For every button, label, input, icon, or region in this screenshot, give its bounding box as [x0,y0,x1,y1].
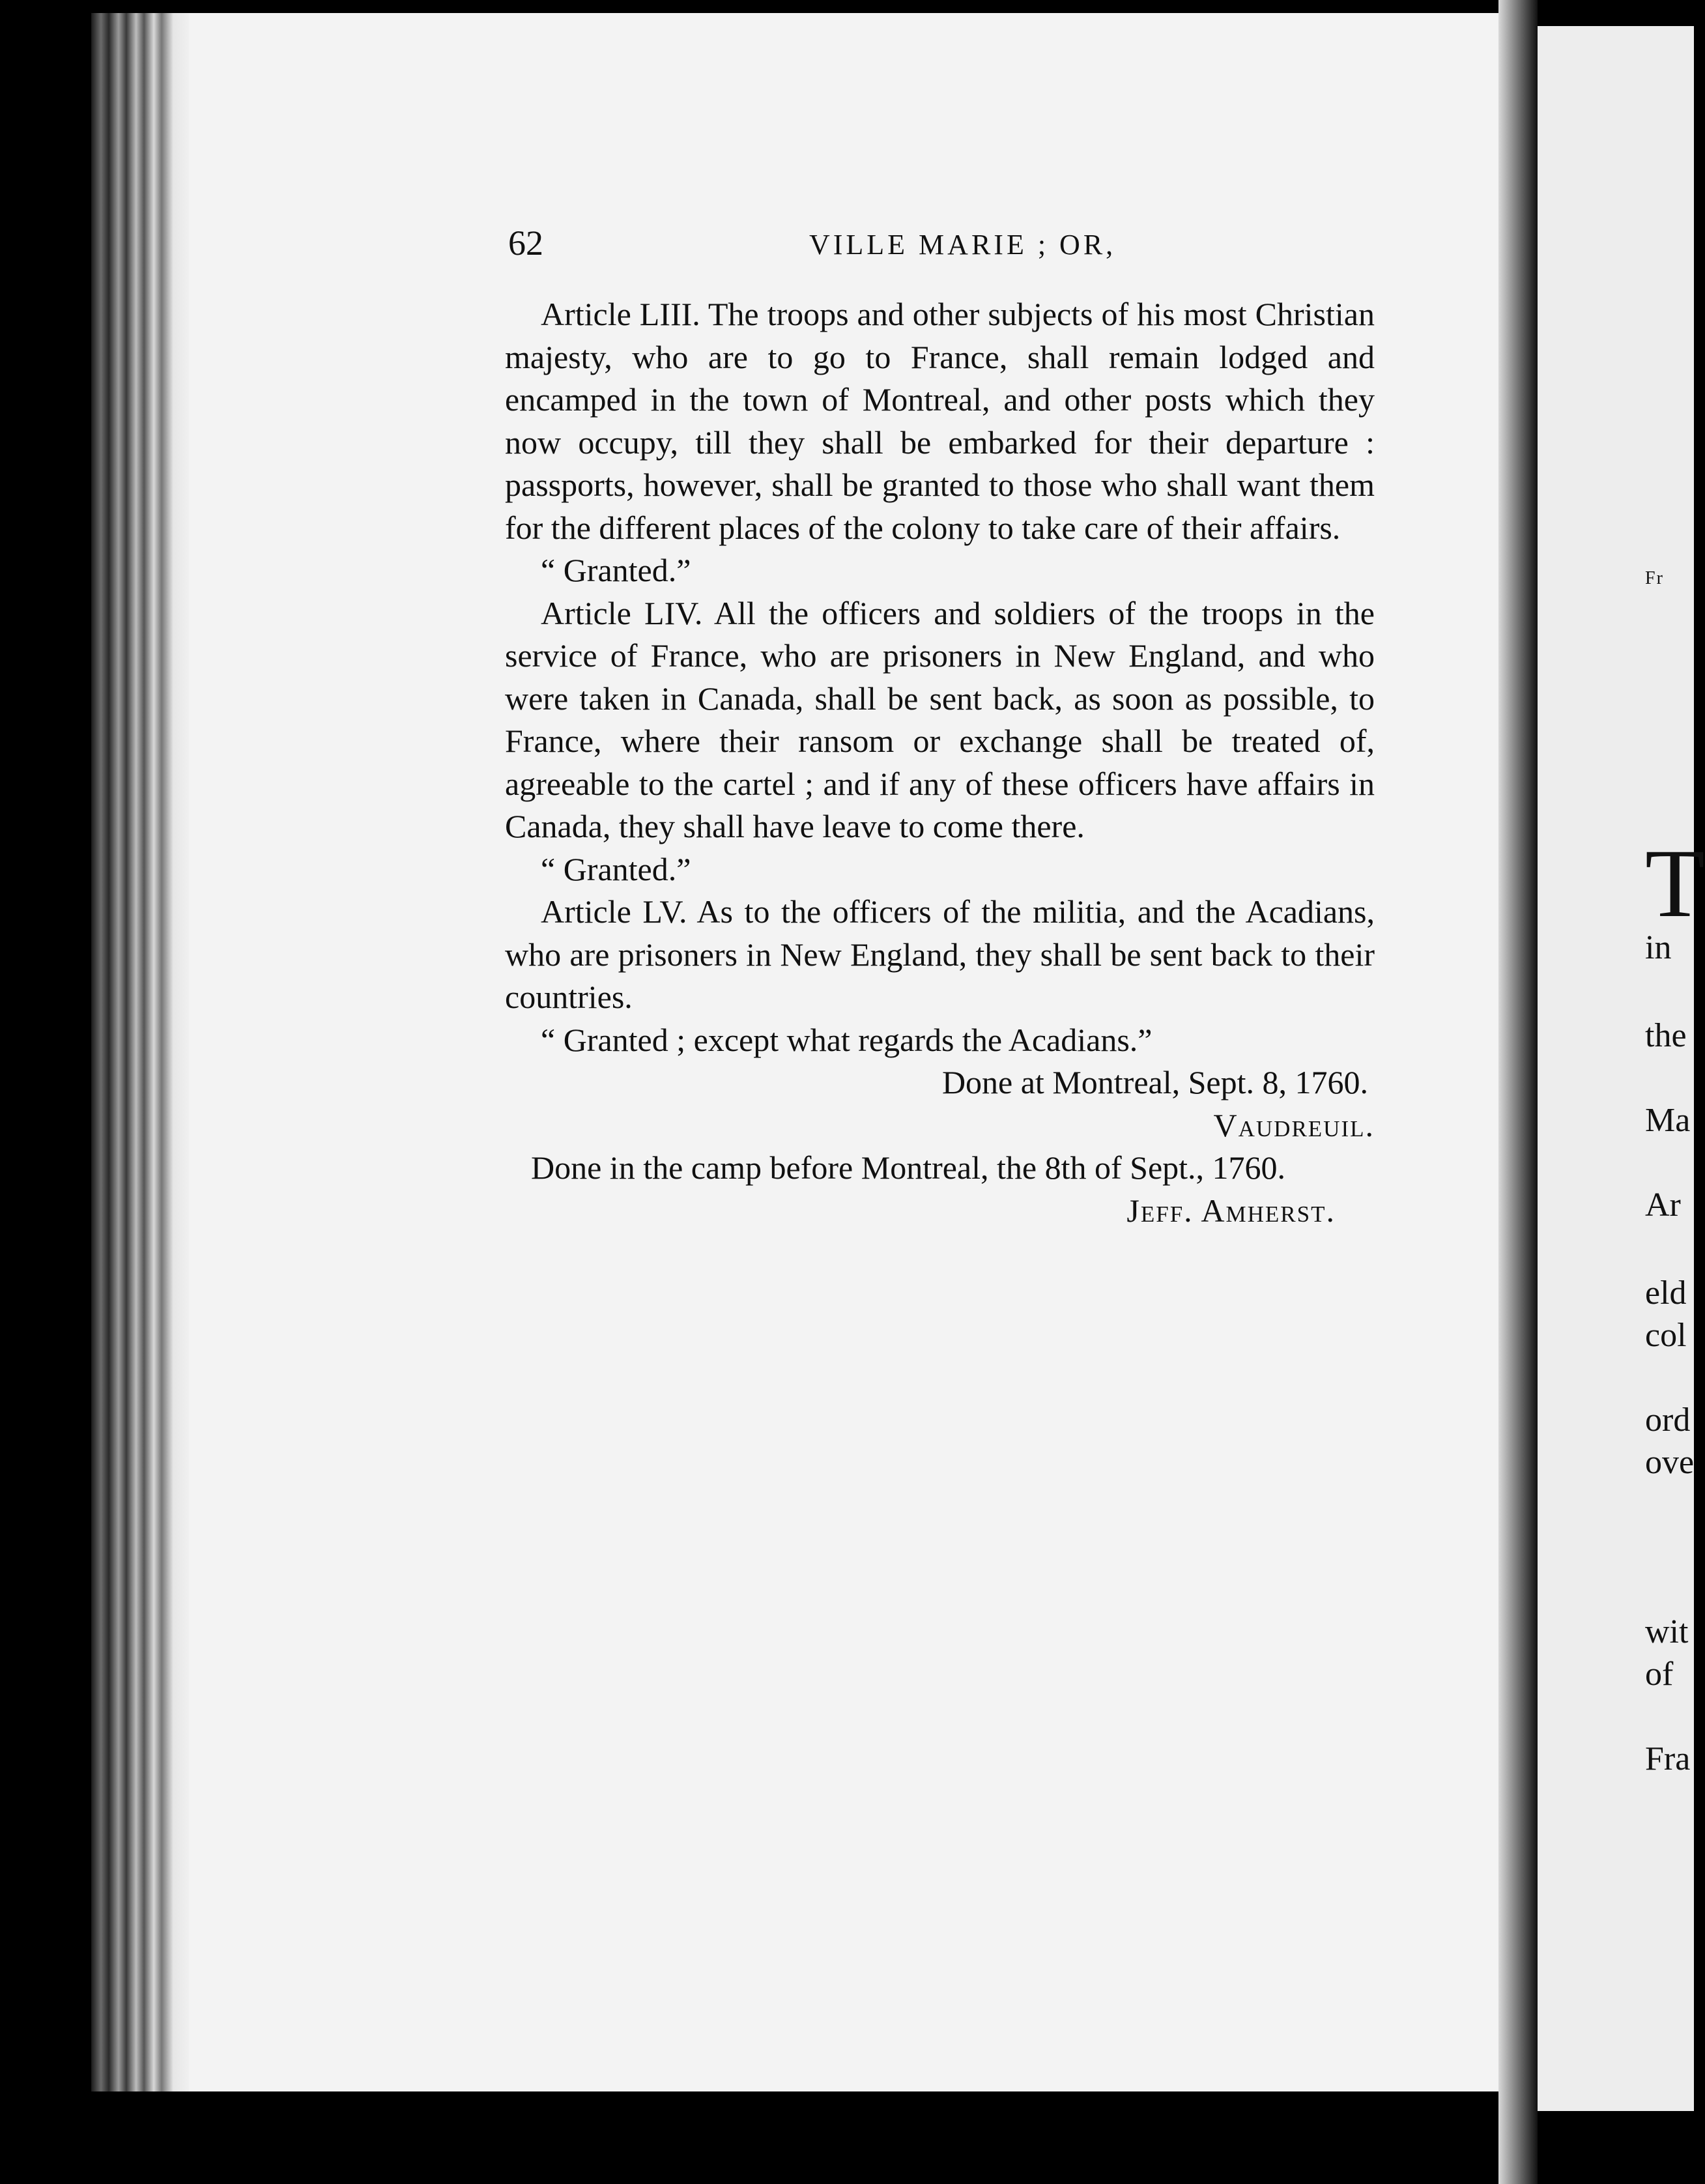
facing-fragment: the [1645,1017,1687,1054]
done-in-camp: Done in the camp before Montreal, the 8th of Sept., 1760. [531,1149,1286,1186]
article-55-text: Article LV. As to the officers of the militia, and the Acadians, who are prisoners in New England, they shall be sent back to their countries. [505,893,1375,1015]
article-53-text: Article LIII. The troops and other subjects of his most Christian majesty, who are to go to France, shall remain lodged and encamped in the town of Montreal, and other posts which they now occupy, till they shall be embarked for their departure : passports, however, shall be granted to those who shall want them for the different places of the colony to take care of their affairs. [505,296,1375,546]
facing-fragment: of [1645,1656,1674,1693]
article-54-text: Article LIV. All the officers and soldiers of the troops in the service of France, who are prisoners in New England, and who were taken in Canada, shall be sent back, as soon as possible, to France, where their ransom or exchange shall be treated of, agreeable to the cartel ; and if any of these officers have affairs in Canada, they shall have leave to come there. [505,594,1375,844]
page-number: 62 [508,223,543,263]
facing-fragment: ord [1645,1401,1691,1439]
facing-fragment: Ma [1645,1102,1691,1139]
facing-fragment: Fra [1645,1740,1691,1777]
signature-vaudreuil: Vaudreuil. [1213,1106,1375,1143]
facing-fragment: wit [1645,1613,1689,1650]
facing-fragment: eld [1645,1274,1687,1312]
page-body [505,293,1375,1232]
facing-fragment: ove [1645,1444,1695,1481]
facing-fragment-dropcap: T [1645,829,1705,938]
facing-fragment: col [1645,1317,1687,1354]
facing-page [1538,26,1694,2111]
book-gutter [1498,0,1538,2184]
facing-fragment: in [1645,929,1672,966]
facing-fragment: Ar [1645,1186,1681,1224]
facing-fragment: Fr [1645,568,1664,588]
done-at-montreal: Done at Montreal, Sept. 8, 1760. [941,1064,1368,1100]
running-title: VILLE MARIE ; OR, [809,229,1117,261]
page-edge-stack [91,13,189,2091]
signature-amherst: Jeff. Amherst. [1126,1192,1336,1229]
article-54-reply: “ Granted.” [541,850,691,887]
article-55-reply: “ Granted ; except what regards the Acadians.” [541,1021,1153,1058]
article-53-reply: “ Granted.” [541,552,691,588]
